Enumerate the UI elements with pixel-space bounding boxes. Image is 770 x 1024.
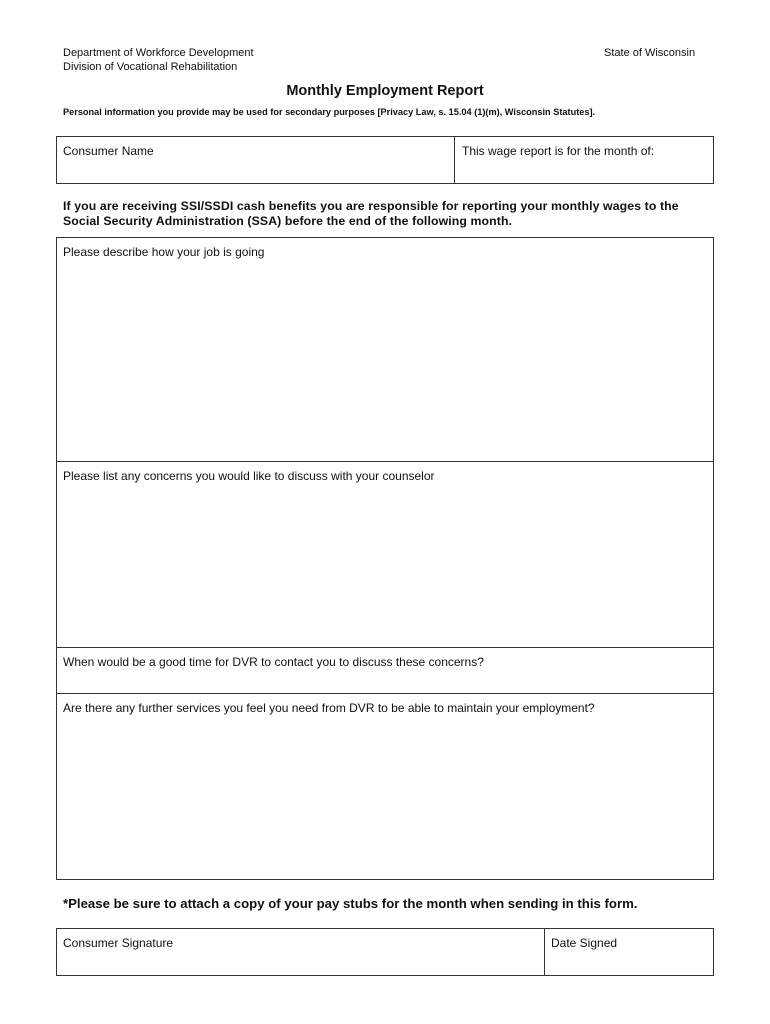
date-signed-field[interactable]	[551, 953, 711, 973]
further-services-field[interactable]	[63, 720, 711, 876]
signature-box	[56, 928, 714, 976]
attach-pay-stubs-notice: *Please be sure to attach a copy of your pay stubs for the month when sending in this form.	[63, 896, 638, 911]
consumer-name-field[interactable]	[63, 161, 452, 181]
division-name: Division of Vocational Rehabilitation	[63, 61, 238, 73]
page-title: Monthly Employment Report	[286, 83, 484, 99]
consumer-signature-field[interactable]	[63, 953, 542, 973]
consumer-info-box	[56, 136, 714, 184]
department-name: Department of Workforce Development	[63, 47, 254, 59]
contact-time-field[interactable]	[63, 671, 711, 691]
report-month-label: This wage report is for the month of:	[462, 144, 655, 158]
ssi-notice-line-1: If you are receiving SSI/SSDI cash benefits you are responsible for reporting your monthly wages to the	[63, 199, 679, 213]
consumer-name-label: Consumer Name	[63, 144, 154, 158]
contact-time-question: When would be a good time for DVR to contact you to discuss these concerns?	[63, 655, 484, 669]
job-going-field[interactable]	[63, 264, 711, 458]
concerns-question: Please list any concerns you would like to discuss with your counselor	[63, 469, 435, 483]
questions-box	[56, 237, 714, 880]
job-going-question: Please describe how your job is going	[63, 245, 265, 259]
date-signed-label: Date Signed	[551, 936, 618, 950]
consumer-signature-label: Consumer Signature	[63, 936, 174, 950]
further-services-question: Are there any further services you feel you need from DVR to be able to maintain your employment?	[63, 701, 595, 715]
report-month-field[interactable]	[462, 161, 711, 181]
state-name: State of Wisconsin	[604, 47, 696, 59]
ssi-notice-line-2: Social Security Administration (SSA) before the end of the following month.	[63, 214, 513, 228]
privacy-notice: Personal information you provide may be used for secondary purposes [Privacy Law, s. 15.04 (1)(m), Wisconsin Statutes].	[63, 107, 596, 117]
concerns-field[interactable]	[63, 488, 711, 644]
